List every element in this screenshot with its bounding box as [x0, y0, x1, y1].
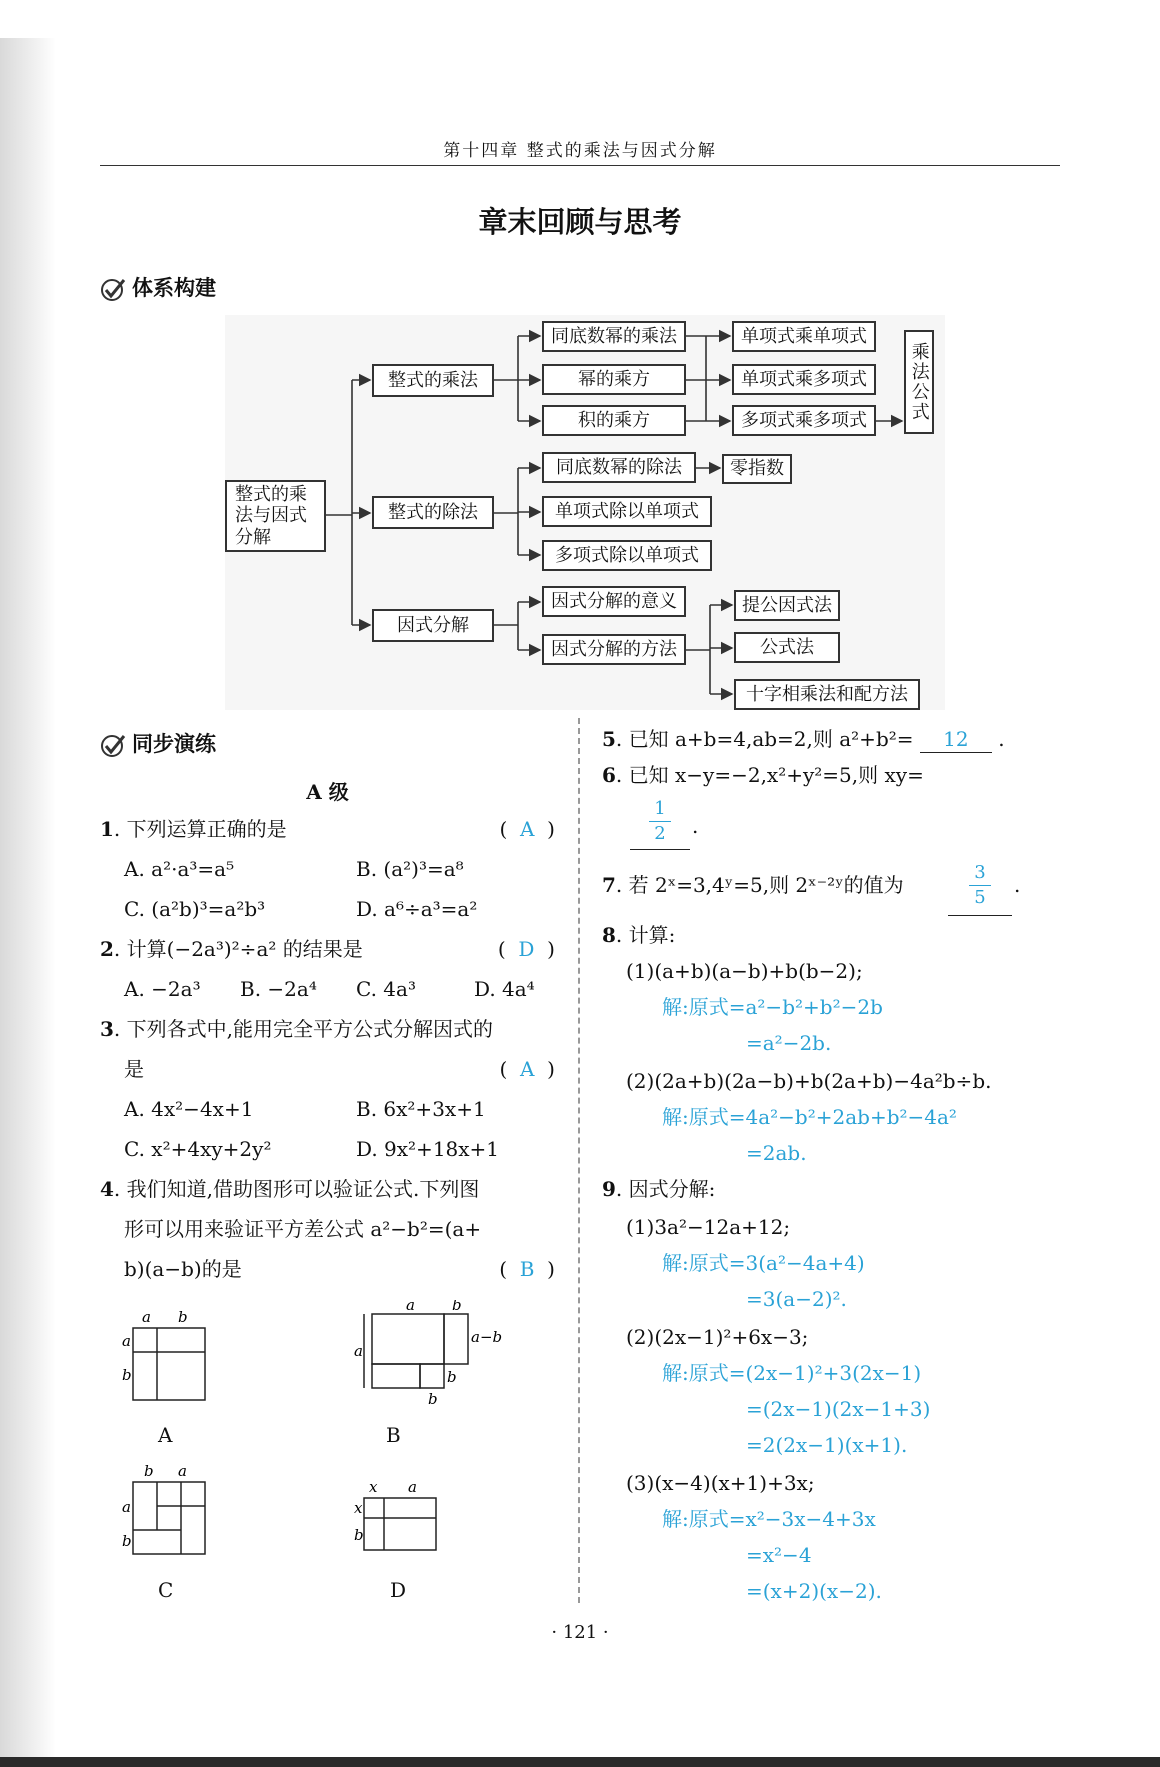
q8-part1: (1)(a+b)(a−b)+b(b−2);	[626, 959, 863, 983]
q9-part2: (2)(2x−1)²+6x−3;	[626, 1325, 809, 1349]
figure-c-label: C	[158, 1578, 174, 1602]
node-division: 整式的除法	[372, 496, 494, 529]
q9-solution3-line2: =x²−4	[746, 1543, 812, 1567]
figure-d-label: D	[390, 1578, 407, 1602]
q8-solution1-line1: 解:原式=a²−b²+b²−2b	[662, 995, 883, 1019]
section-practice-label: 同步演练	[132, 732, 216, 756]
node-mono-times-poly: 单项式乘多项式	[732, 364, 876, 395]
node-factorization: 因式分解	[372, 609, 494, 642]
fig-label-b: b	[428, 1390, 438, 1408]
option-b: B. (a²)³=a⁸	[356, 857, 464, 881]
q9-solution3-line3: =(x+2)(x−2).	[746, 1579, 882, 1603]
question-number: 8	[602, 923, 616, 947]
question-stem: 计算(−2a³)²÷a² 的结果是	[126, 937, 363, 961]
q9-solution3-line1: 解:原式=x²−3x−4+3x	[662, 1507, 876, 1531]
question-3: 3. 下列各式中,能用完全平方公式分解因式的	[100, 1017, 493, 1041]
question-stem: 已知 a+b=4,ab=2,则 a²+b²=	[628, 727, 914, 751]
node-poly-times-poly: 多项式乘多项式	[732, 405, 876, 436]
question-stem: 下列运算正确的是	[126, 817, 287, 841]
answer-bracket: ( A )	[499, 817, 555, 841]
node-power-of-product: 积的乘方	[542, 405, 686, 436]
period: .	[1014, 873, 1021, 897]
node-poly-div-mono: 多项式除以单项式	[542, 540, 712, 571]
question-9: 9. 因式分解:	[602, 1177, 716, 1201]
question-2: 2. 计算(−2a³)²÷a² 的结果是 ( D )	[100, 930, 555, 968]
question-stem: 若 2ˣ=3,4ʸ=5,则 2ˣ⁻²ʸ的值为	[628, 873, 904, 897]
figure-a	[118, 1306, 218, 1406]
fig-label-x: x	[369, 1478, 378, 1496]
answer-value: 12	[920, 726, 992, 753]
check-circle-icon	[100, 732, 126, 758]
figure-c	[118, 1460, 218, 1560]
node-root: 整式的乘法与因式分解	[225, 480, 326, 552]
node-zero-exponent: 零指数	[722, 454, 792, 484]
node-div-same-base: 同底数幂的除法	[542, 452, 696, 483]
question-number: 7	[602, 873, 616, 897]
q9-part3: (3)(x−4)(x+1)+3x;	[626, 1471, 815, 1495]
option-c: C. 4a³	[356, 977, 416, 1001]
answer-value: A	[520, 817, 535, 841]
question-3-cont	[124, 1050, 555, 1088]
figure-d	[350, 1476, 450, 1566]
question-1: 1. 下列运算正确的是 ( A )	[100, 810, 555, 848]
option-d: D. 4a⁴	[474, 977, 535, 1001]
question-stem: 已知 x−y=−2,x²+y²=5,则 xy=	[628, 763, 924, 787]
answer-denominator: 5	[974, 887, 986, 908]
question-stem-cont: 是	[124, 1057, 144, 1081]
question-number: 6	[602, 763, 616, 787]
question-stem: 计算:	[628, 923, 676, 947]
fig-label-b: b	[447, 1368, 457, 1386]
question-6-answer	[630, 798, 690, 850]
question-4-line3	[124, 1250, 555, 1288]
question-number: 4	[100, 1177, 114, 1201]
option-c: C. x²+4xy+2y²	[124, 1137, 272, 1161]
node-mul-same-base: 同底数幂的乘法	[542, 321, 686, 352]
question-stem: 我们知道,借助图形可以验证公式.下列图	[126, 1177, 480, 1201]
fraction-bar	[649, 821, 671, 822]
fraction-bar	[969, 885, 991, 886]
question-number: 9	[602, 1177, 616, 1201]
section-system-label: 体系构建	[132, 276, 216, 300]
fig-label-b: b	[122, 1532, 132, 1550]
question-7: 7. 若 2ˣ=3,4ʸ=5,则 2ˣ⁻²ʸ的值为	[602, 873, 904, 897]
question-number: 5	[602, 727, 616, 751]
node-formula-method: 公式法	[734, 632, 840, 663]
chapter-header: 第十四章 整式的乘法与因式分解	[443, 141, 717, 161]
answer-numerator: 3	[974, 862, 986, 883]
fig-label-a-minus-b: a−b	[471, 1328, 503, 1346]
level-label: A 级	[306, 780, 349, 804]
q8-part2: (2)(2a+b)(2a−b)+b(2a+b)−4a²b÷b.	[626, 1069, 992, 1093]
option-d: D. 9x²+18x+1	[356, 1137, 500, 1161]
answer-numerator: 1	[654, 798, 666, 819]
option-a: A. 4x²−4x+1	[124, 1097, 254, 1121]
q9-solution2-line1: 解:原式=(2x−1)²+3(2x−1)	[662, 1361, 922, 1385]
figure-b-label: B	[386, 1423, 401, 1447]
node-multiplication: 整式的乘法	[372, 364, 494, 397]
option-b: B. −2a⁴	[240, 977, 317, 1001]
question-6: 6. 已知 x−y=−2,x²+y²=5,则 xy=	[602, 763, 924, 787]
q8-solution1-line2: =a²−2b.	[746, 1031, 832, 1055]
option-a: A. a²·a³=a⁵	[124, 857, 235, 881]
fig-label-a: a	[406, 1300, 415, 1314]
q9-solution2-line2: =(2x−1)(2x−1+3)	[746, 1397, 931, 1421]
fig-label-x: x	[354, 1499, 363, 1517]
fig-label-b: b	[452, 1300, 462, 1314]
figure-b	[350, 1300, 510, 1410]
node-factor-meaning: 因式分解的意义	[542, 586, 686, 617]
node-power-of-power: 幂的乘方	[542, 364, 686, 395]
question-8: 8. 计算:	[602, 923, 676, 947]
period: .	[692, 814, 699, 838]
q9-solution2-line3: =2(2x−1)(x+1).	[746, 1433, 908, 1457]
fig-label-b: b	[354, 1526, 364, 1544]
answer-value: B	[519, 1257, 535, 1281]
question-stem: 下列各式中,能用完全平方公式分解因式的	[126, 1017, 493, 1041]
question-7-answer	[948, 862, 1012, 916]
node-common-factor: 提公因式法	[734, 590, 840, 621]
question-4: 4. 我们知道,借助图形可以验证公式.下列图	[100, 1177, 480, 1201]
node-multiplication-formula: 乘法公式	[904, 330, 934, 434]
option-d: D. a⁶÷a³=a²	[356, 897, 478, 921]
fig-label-b: b	[122, 1366, 132, 1384]
fig-label-a: a	[142, 1308, 151, 1326]
answer-bracket: ( B )	[499, 1257, 555, 1281]
q8-solution2-line2: =2ab.	[746, 1141, 807, 1165]
q9-part1: (1)3a²−12a+12;	[626, 1215, 791, 1239]
column-divider	[578, 718, 580, 1603]
option-a: A. −2a³	[124, 977, 201, 1001]
q8-solution2-line1: 解:原式=4a²−b²+2ab+b²−4a²	[662, 1105, 957, 1129]
answer-bracket: ( D )	[497, 937, 555, 961]
question-stem-cont: b)(a−b)的是	[124, 1257, 242, 1281]
option-b: B. 6x²+3x+1	[356, 1097, 486, 1121]
option-c: C. (a²b)³=a²b³	[124, 897, 266, 921]
question-5: 5. 已知 a+b=4,ab=2,则 a²+b²= 12 .	[602, 727, 1005, 751]
question-number: 1	[100, 817, 114, 841]
question-stem: 因式分解:	[628, 1177, 716, 1201]
answer-denominator: 2	[654, 823, 666, 844]
page-title: 章末回顾与思考	[478, 205, 682, 239]
node-mono-times-mono: 单项式乘单项式	[732, 321, 876, 352]
question-number: 2	[100, 937, 114, 961]
fig-label-b: b	[178, 1308, 188, 1326]
fig-label-a: a	[408, 1478, 417, 1496]
fig-label-b: b	[144, 1462, 154, 1480]
fig-label-a: a	[354, 1342, 363, 1360]
q9-solution1-line2: =3(a−2)².	[746, 1287, 847, 1311]
node-mono-div-mono: 单项式除以单项式	[542, 496, 712, 527]
question-number: 3	[100, 1017, 114, 1041]
fig-label-a: a	[178, 1462, 187, 1480]
answer-bracket: ( A )	[499, 1057, 555, 1081]
question-4-line2: 形可以用来验证平方差公式 a²−b²=(a+	[124, 1217, 482, 1241]
fig-label-a: a	[122, 1498, 131, 1516]
answer-value: D	[518, 937, 535, 961]
q9-solution1-line1: 解:原式=3(a²−4a+4)	[662, 1251, 865, 1275]
section-practice-heading	[100, 728, 216, 758]
fig-label-a: a	[122, 1332, 131, 1350]
answer-value: A	[520, 1057, 535, 1081]
node-cross-and-completing: 十字相乘法和配方法	[734, 679, 920, 710]
page-number: · 121 ·	[551, 1622, 609, 1643]
bottom-bar	[0, 1757, 1160, 1767]
node-factor-methods: 因式分解的方法	[542, 634, 686, 665]
figure-a-label: A	[158, 1423, 173, 1447]
